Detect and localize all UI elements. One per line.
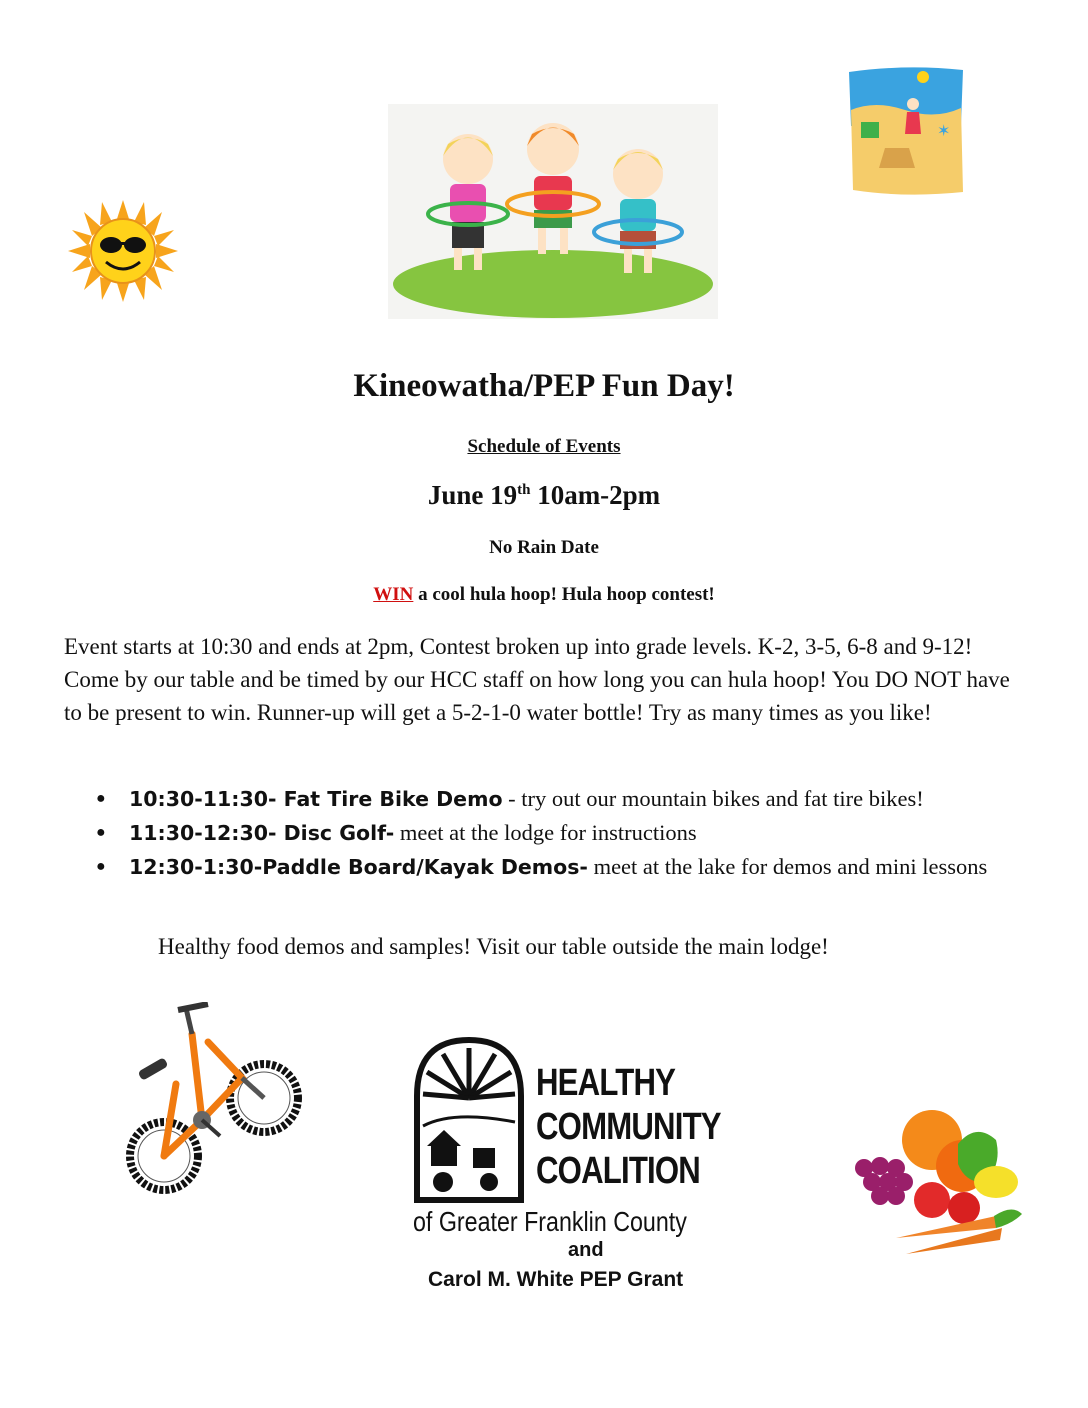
events-list [96,782,1016,884]
healthy-food-note: Healthy food demos and samples! Visit our table outside the main lodge! [158,934,829,959]
date-time: 10am-2pm [530,480,661,510]
event-detail: meet at the lodge for instructions [394,820,697,845]
event-detail: - try out our mountain bikes and fat tire bikes! [502,786,924,811]
list-item [96,782,1016,816]
event-date [0,480,1088,511]
event-time-title: 11:30-12:30- Disc Golf- [129,821,395,845]
bullet-icon: ● [96,824,106,841]
hcc-subtitle: of Greater Franklin County [413,1206,687,1237]
list-item [96,850,1016,884]
grant-name: Carol M. White PEP Grant [428,1268,684,1291]
and-text: and [568,1239,604,1261]
event-time-title: 12:30-1:30-Paddle Board/Kayak Demos- [129,855,588,879]
bullet-icon: ● [96,790,106,807]
event-detail: meet at the lake for demos and mini lessons [587,854,988,879]
hcc-name-line-1: HEALTHY [536,1062,676,1104]
list-item [96,816,1016,850]
win-word: WIN [373,584,414,605]
win-text: a cool hula hoop! Hula hoop contest! [413,584,715,605]
beach-sandcastle-illustration [845,64,967,196]
schedule-heading: Schedule of Events [467,436,621,457]
contest-announcement [0,584,1088,606]
sun-sunglasses-icon [64,198,182,304]
hcc-logo-emblem [413,1036,525,1204]
page-title: Kineowatha/PEP Fun Day! [353,368,735,404]
event-time-title: 10:30-11:30- Fat Tire Bike Demo [129,787,503,811]
svg-text:✶: ✶ [937,121,951,140]
date-day: June 19 [427,480,518,510]
rain-date-note: No Rain Date [489,537,599,558]
date-ordinal: th [517,482,531,498]
hcc-name-line-3: COALITION [536,1150,700,1192]
event-description: Event starts at 10:30 and ends at 2pm, Contest broken up into grade levels. K-2, 3-5, 6-8 and 9-12! Come by our table and be timed by our HCC staff on how long you can hula hoop! You DO NOT have to be present to win. Runner-up will get a 5-2-1-0 water bottle! Try as many times as you like! [64,634,1010,725]
bike-icon [124,1002,306,1202]
kids-hula-hoop-illustration [388,104,718,319]
hcc-name-line-2: COMMUNITY [536,1106,721,1148]
bullet-icon: ● [96,858,106,875]
fruits-vegetables-illustration [846,1104,1024,1274]
